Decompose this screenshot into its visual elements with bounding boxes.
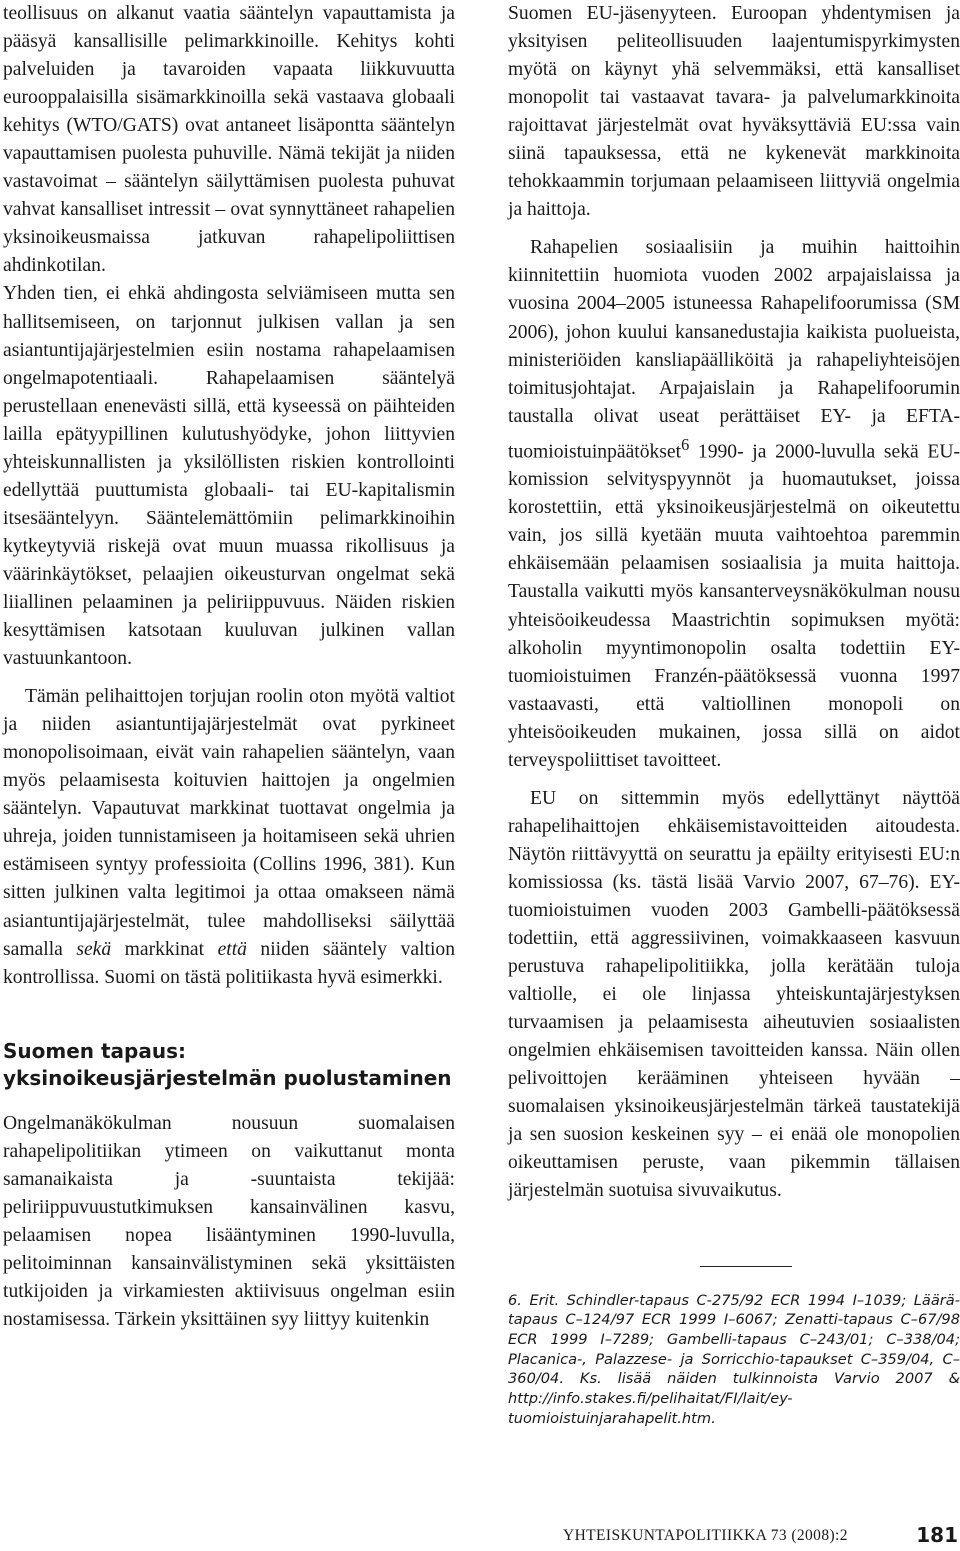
body-paragraph: EU on sittemmin myös edellyttänyt näyttöä rahapelihaittojen ehkäisemistavoitteiden aitoudesta. Näytön riittävyyttä on seurattu ja epäilty erityisesti EU:n komissiossa (ks. tästä lisää Varvio 2007, 67–76). EY-tuomioistuimen vuoden 2003 Gambelli-päätöksessä todettiin, että aggressiivinen, voimakkaaseen kasvuun perustuva rahapelipolitiikka, jolla kerätään tuloja valtiolle, ei ole linjassa yhteiskuntajärjestyksen turvaamisen ja pelaamisesta aiheutuvien sosiaalisten ongelmien ehkäisemisen tavoitteiden kanssa. Näin ollen pelivoittojen kerääminen yhteiseen hyvään – suomalaisen yksinoikeusjärjestelmän tärkeä taustatekijä ja sen suosion keskeinen syy – ei enää ole monopolien oikeuttamisen peruste, vaan pikemmin tällaisen järjestelmän suotuisa sivuvaikutus.: [508, 787, 960, 1202]
emphasis: sekä: [76, 938, 112, 960]
text-run: niiden sääntely valtion kontrollissa. Suomi on tästä politiikasta hyvä esimerkki.: [3, 938, 455, 988]
emphasis: että: [217, 938, 247, 960]
text-run: 1990- ja 2000-luvulla sekä EU-komission selvityspyynnöt ja huomautukset, joissa korostettiin, että yksinoikeusjärjestelmä on oikeutettu vain, jos sillä kyetään muuta vaihtoehtoa paremmin ehkäisemään pelaamisen sosiaalisia ja muita haittoja. Taustalla vaikutti myös kansanterveysnäkökulman nousu yhteisöoikeudessa Maastrichtin sopimuksen myötä: alkoholin myyntimonopolin osalta todettiin EY-tuomioistuimen Franzén-päätöksessä vuonna 1997 vastaavasti, että valtiollinen monopoli on yhteisöoikeuden mukainen, jossa sillä on aidot terveyspoliittiset tavoitteet.: [508, 441, 960, 771]
text-run: Rahapelien sosiaalisiin ja muihin haittoihin kiinnitettiin huomiota vuoden 2002 arpajaislaissa ja vuosina 2004–2005 istuneessa Rahapelifoorumissa (SM 2006), johon kuului kansanedustajia kaikista puolueista, ministeriöiden kansliapäälliköitä ja rahapeliyhteisöjen toimitusjohtajat. Arpajaislain ja Rahapelifoorumin taustalla olivat useat perättäiset EY- ja EFTA-tuomioistuinpäätökset: [508, 237, 960, 463]
page-number: 181: [916, 1523, 958, 1547]
body-paragraph: [508, 234, 960, 774]
body-paragraph: [3, 683, 455, 992]
journal-citation: YHTEISKUNTAPOLITIIKKA 73 (2008):2: [563, 1527, 848, 1544]
footnote: 6. Erit. Schindler-tapaus C-275/92 ECR 1994 I–1039; Läärä-tapaus C–124/97 ECR 1999 I–6067; Zenatti-tapaus C–67/98 ECR 1999 I–7289; Gambelli-tapaus C–243/01; C–338/04; Placanica-, Palazzese- ja Sorricchio-tapaukset C–359/04, C–360/04. Ks. lisää näiden tulkinnoista Varvio 2007 & http://info.stakes.fi/pelihaitat/FI/lait/ey-tuomioistuinjarahapelit.htm.: [508, 1291, 960, 1427]
body-paragraph: Suomen EU-jäsenyyteen. Euroopan yhdentymisen ja yksityisen peliteollisuuden laajentumispyrkimysten myötä on käynyt yhä selvemmäksi, että kansalliset monopolit tai vastaavat tavara- ja palvelumarkkinoita rajoittavat järjestelmät ovat hyväksyttäviä EU:ssa vain siinä tapauksessa, että ne kykenevät markkinoita tehokkaammin torjumaan pelaamiseen liittyviä ongelmia ja haittoja.: [508, 3, 960, 221]
section-heading: Suomen tapaus: yksinoikeusjärjestelmän puolustaminen: [3, 1038, 452, 1090]
body-paragraph: Yhden tien, ei ehkä ahdingosta selviämiseen mutta sen hallitsemiseen, on tarjonnut julkisen vallan ja sen asiantuntijajärjestelmien esiin nostama rahapelaamisen ongelmapotentiaali. Rahapelaamisen sääntelyä perustellaan enenevästi sillä, että kyseessä on päihteiden lailla epätyypillinen kulutushyödyke, johon liittyvien yhteiskunnallisten ja yksilöllisten riskien kontrollointi edellyttää puuttumista globaali- tai EU-kapitalismin itsesääntelyyn. Sääntelemättömiin pelimarkkinoihin kytkeytyviä riskejä ovat muun muassa rikollisuus ja väärinkäytökset, pelaajien oikeusturvan ongelmat sekä liiallinen pelaaminen ja peliriippuvuus. Näiden riskien kesyttämisen katsotaan kuuluvan julkinen vallan vastuunkantoon.: [3, 283, 455, 670]
footnote-marker[interactable]: 6: [681, 434, 690, 454]
left-column: [3, 0, 455, 1334]
text-run: markkinat: [111, 938, 218, 960]
page-footer: [563, 1523, 958, 1551]
body-paragraph: teollisuus on alkanut vaatia sääntelyn vapauttamista ja pääsyä kansallisille pelimarkkinoille. Kehitys kohti palveluiden ja tavaroiden vapaata liikkuvuutta eurooppalaisilla sisämarkkinoilla sekä vastaava globaali kehitys (WTO/GATS) ovat antaneet lisäpontta sääntelyn vapauttamisen puolesta puhuville. Nämä tekijät ja niiden vastavoimat – sääntelyn säilyttämisen puolesta puhuvat vahvat kansalliset intressit – ovat synnyttäneet rahapelien yksinoikeusmaissa jatkuvan rahapelipoliittisen ahdinkotilan.: [3, 3, 455, 277]
text-run: Tämän pelihaittojen torjujan roolin oton myötä valtiot ja niiden asiantuntijajärjestelmät ovat pyrkineet monopolisoimaan, eivät vain rahapelien sääntelyn, vaan myös pelaamisesta koituvien haittojen ja ongelmien sääntelyn. Vapautuvat markkinat tuottavat ongelmia ja uhreja, joiden tunnistamiseen ja hoitamiseen sekä uhrien estämiseen syntyy professioita (Collins 1996, 381). Kun sitten julkinen valta legitimoi ja ottaa omakseen nämä asiantuntijajärjestelmät, tulee mahdolliseksi säilyttää samalla: [3, 686, 455, 960]
footnote-divider: [700, 1266, 792, 1267]
body-paragraph: Ongelmanäkökulman nousuun suomalaisen rahapelipolitiikan ytimeen on vaikuttanut monta samanaikaista ja -suuntaista tekijää: peliriippuvuustutkimuksen kansainvälinen kasvu, pelaamisen nopea lisääntyminen 1990-luvulla, pelitoiminnan kansainvälistyminen sekä yksittäisten tutkijoiden ja virkamiesten aktiivisuus ongelman esiin nostamisessa. Tärkein yksittäinen syy liittyy kuitenkin: [3, 1112, 455, 1330]
right-column: [508, 0, 960, 1428]
